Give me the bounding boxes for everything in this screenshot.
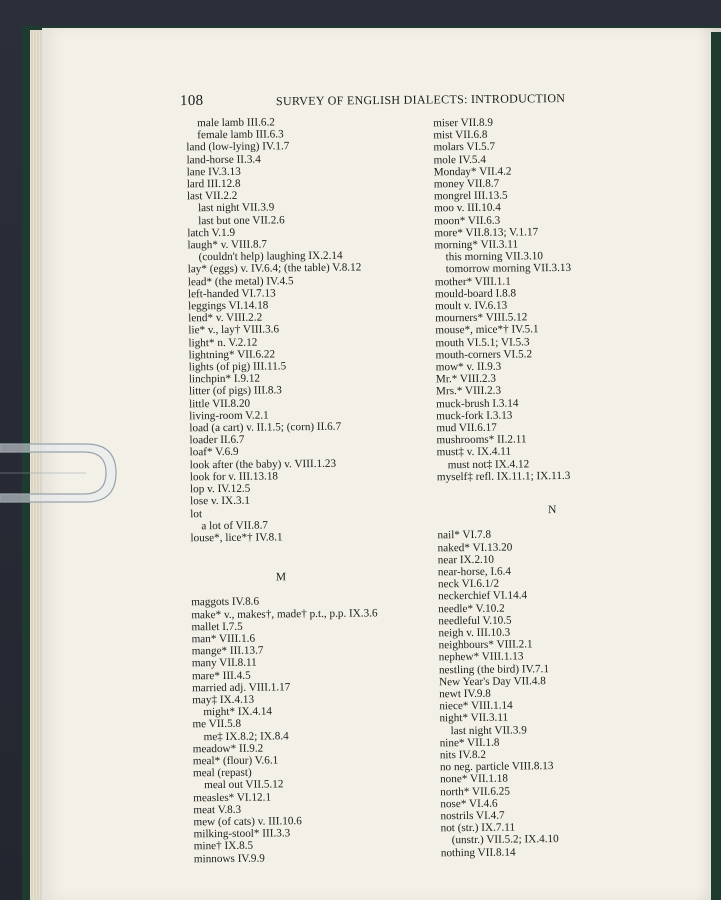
index-entry: mole IV.5.4 — [433, 153, 486, 166]
page-number: 108 — [179, 92, 204, 110]
index-entry: money VII.8.7 — [433, 177, 500, 191]
index-entry: left-handed VI.7.13 — [187, 287, 276, 301]
index-entry: near IX.2.10 — [437, 553, 495, 567]
index-entry: mould-board I.8.8 — [434, 287, 517, 301]
page-holder-clip — [0, 440, 120, 506]
index-entry: needleful V.10.5 — [438, 614, 512, 628]
index-entry: naked* VI.13.20 — [437, 541, 513, 554]
index-entry: last but one VII.2.6 — [198, 213, 285, 227]
index-entry: niece* VIII.1.14 — [439, 699, 513, 713]
index-entry: lard III.12.8 — [186, 177, 241, 191]
index-entry: me‡ IX.8.2; IX.8.4 — [203, 729, 289, 743]
index-entry: moon* VII.6.3 — [434, 214, 501, 227]
index-entry: moult v. IV.6.13 — [435, 299, 508, 313]
section-heading-n: N — [548, 504, 557, 517]
index-list-m — [191, 594, 444, 865]
index-entry: mallet I.7.5 — [191, 620, 243, 634]
index-entry: muck-brush I.3.14 — [436, 397, 519, 410]
index-column-right — [433, 115, 691, 859]
index-entry: nothing VII.8.14 — [440, 846, 516, 859]
index-entry: moo v. III.10.4 — [434, 202, 501, 215]
index-entry: litter (of pigs) III.8.3 — [188, 384, 282, 398]
index-entry: louse*, lice*† IV.8.1 — [190, 531, 283, 545]
index-entry: newt IV.9.8 — [439, 687, 491, 701]
index-entry: north* VII.6.25 — [440, 785, 510, 798]
index-entry: lightning* VII.6.22 — [188, 348, 276, 362]
index-entry: minnows IV.9.9 — [193, 852, 265, 865]
index-entry: neck VI.6.1/2 — [437, 577, 500, 591]
index-entry: (couldn't help) laughing IX.2.14 — [198, 249, 343, 264]
index-entry: maggots IV.8.6 — [191, 595, 260, 609]
index-entry: nose* VI.4.6 — [440, 797, 498, 811]
index-entry: man* VIII.1.6 — [191, 632, 256, 646]
index-entry: may‡ IX.4.13 — [192, 693, 255, 707]
index-entry: married adj. VIII.1.17 — [192, 681, 291, 695]
index-entry: female lamb III.6.3 — [197, 128, 284, 142]
index-entry: land-horse II.3.4 — [186, 153, 261, 166]
index-entry: many VII.8.11 — [191, 656, 257, 670]
index-entry: neighbours* VIII.2.1 — [438, 638, 533, 652]
index-entry: a lot of VII.8.7 — [201, 519, 269, 532]
index-entry: none* VII.1.18 — [439, 772, 508, 786]
index-entry: night* VII.3.11 — [439, 711, 509, 725]
index-entry: lop v. IV.12.5 — [189, 482, 251, 496]
index-entry: might* IX.4.14 — [203, 705, 273, 719]
index-entry: me VII.5.8 — [192, 718, 242, 731]
index-entry: last VII.2.2 — [186, 190, 238, 203]
index-entry: molars VI.5.7 — [433, 141, 496, 154]
index-entry: near-horse, I.6.4 — [437, 565, 512, 579]
index-entry: last night VII.3.9 — [450, 723, 527, 737]
index-entry: Mr.* VIII.2.3 — [435, 372, 497, 386]
index-entry: laugh* v. VIII.8.7 — [187, 238, 268, 252]
index-entry: lie* v., lay† VIII.3.6 — [188, 323, 280, 337]
index-entry: must‡ v. IX.4.11 — [436, 446, 512, 459]
index-entry: Mrs.* VIII.2.3 — [435, 385, 502, 398]
index-entry: lane IV.3.13 — [186, 165, 241, 179]
index-entry: no neg. particle VIII.8.13 — [439, 760, 554, 774]
index-entry: must not‡ IX.4.12 — [447, 458, 530, 471]
index-entry: milking-stool* III.3.3 — [193, 827, 291, 841]
index-entry: male lamb III.6.2 — [197, 116, 275, 130]
index-entry: needle* V.10.2 — [438, 602, 505, 615]
index-entry: linchpin* I.9.12 — [188, 372, 261, 386]
index-entry: last night VII.3.9 — [197, 201, 275, 215]
index-entry: New Year's Day VII.4.8 — [438, 674, 546, 689]
index-entry: look for v. III.13.18 — [189, 470, 279, 484]
index-entry: myself‡ refl. IX.11.1; IX.11.3 — [436, 469, 571, 484]
index-entry: mine† IX.8.5 — [193, 840, 254, 853]
index-entry: nestling (the bird) IV.7.1 — [438, 662, 550, 676]
index-entry: mew (of cats) v. III.10.6 — [193, 815, 302, 829]
index-entry: morning* VII.3.11 — [434, 238, 519, 252]
index-entry: living-room V.2.1 — [189, 409, 269, 423]
index-entry: look after (the baby) v. VIII.1.23 — [189, 457, 337, 471]
index-entry: not (str.) IX.7.11 — [440, 821, 516, 835]
index-entry: muck-fork I.3.13 — [436, 409, 513, 423]
index-entry: miser VII.8.9 — [433, 116, 494, 130]
index-entry: meat V.8.3 — [193, 803, 242, 817]
index-list-n — [437, 527, 690, 859]
index-entry: loader II.6.7 — [189, 434, 245, 447]
index-entry: tomorrow morning VII.3.13 — [445, 262, 572, 276]
cover-right-edge — [711, 32, 721, 900]
index-entry: mourners* VIII.5.12 — [435, 311, 528, 325]
index-entry: nine* VII.1.8 — [439, 736, 500, 750]
index-entry: meadow* II.9.2 — [192, 742, 264, 756]
index-entry: little VII.8.20 — [189, 397, 251, 410]
index-list-m-continued — [433, 115, 687, 484]
index-list-l — [186, 115, 440, 545]
section-heading-m: M — [275, 571, 287, 584]
index-entry: make* v., makes†, made† p.t., p.p. IX.3.6 — [191, 606, 378, 621]
index-entry: lose v. IX.3.1 — [190, 494, 251, 508]
index-entry: mange* III.13.7 — [191, 644, 264, 658]
index-entry: loaf* V.6.9 — [189, 446, 239, 459]
index-entry: Monday* VII.4.2 — [433, 165, 512, 179]
index-entry: mongrel III.13.5 — [433, 189, 508, 203]
index-entry: mother* VIII.1.1 — [434, 275, 511, 288]
index-entry: mouth VI.5.1; VI.5.3 — [435, 335, 530, 349]
index-entry: neigh v. III.10.3 — [438, 626, 511, 640]
index-entry: lights (of pig) III.11.5 — [188, 360, 287, 374]
index-entry: this morning VII.3.10 — [445, 250, 544, 264]
running-title: SURVEY OF ENGLISH DIALECTS: INTRODUCTION — [275, 91, 566, 109]
index-entry: leggings VI.14.18 — [188, 299, 269, 313]
index-entry: mushrooms* II.2.11 — [436, 433, 527, 447]
index-entry: light* n. V.2.12 — [188, 336, 258, 349]
index-entry: mare* III.4.5 — [191, 669, 251, 682]
index-entry: mow* v. II.9.3 — [435, 360, 502, 374]
index-entry: meal (repast) — [192, 766, 252, 780]
index-entry: (unstr.) VII.5.2; IX.4.10 — [451, 833, 559, 847]
index-entry: nephew* VIII.1.13 — [438, 650, 524, 664]
index-entry: nostrils VI.4.7 — [440, 809, 505, 823]
index-entry: lot — [190, 507, 203, 520]
index-entry: mouth-corners VI.5.2 — [435, 348, 533, 362]
index-entry: neckerchief VI.14.4 — [438, 589, 528, 603]
index-column-left — [186, 115, 444, 865]
index-entry: measles* VI.12.1 — [193, 791, 272, 804]
index-entry: land (low-lying) IV.1.7 — [186, 140, 290, 154]
page-header — [180, 90, 580, 114]
index-entry: mist VII.6.8 — [433, 128, 488, 142]
index-entry: lay* (eggs) v. IV.6.4; (the table) V.8.12 — [187, 261, 362, 276]
index-entry: mud VII.6.17 — [436, 421, 497, 435]
index-entry: lend* v. VIII.2.2 — [188, 311, 263, 325]
index-entry: latch V.1.9 — [187, 226, 236, 240]
index-entry: meal* (flour) V.6.1 — [192, 754, 279, 768]
index-entry: mouse*, mice*† IV.5.1 — [435, 323, 539, 337]
index-entry: more* VII.8.13; V.1.17 — [434, 226, 539, 240]
index-entry: meal out VII.5.12 — [204, 778, 284, 792]
index-entry: nail* VI.7.8 — [437, 529, 492, 542]
index-entry: nits IV.8.2 — [439, 748, 486, 762]
index-entry: lead* (the metal) IV.4.5 — [187, 274, 294, 288]
index-entry: load (a cart) v. II.1.5; (corn) II.6.7 — [189, 420, 342, 435]
